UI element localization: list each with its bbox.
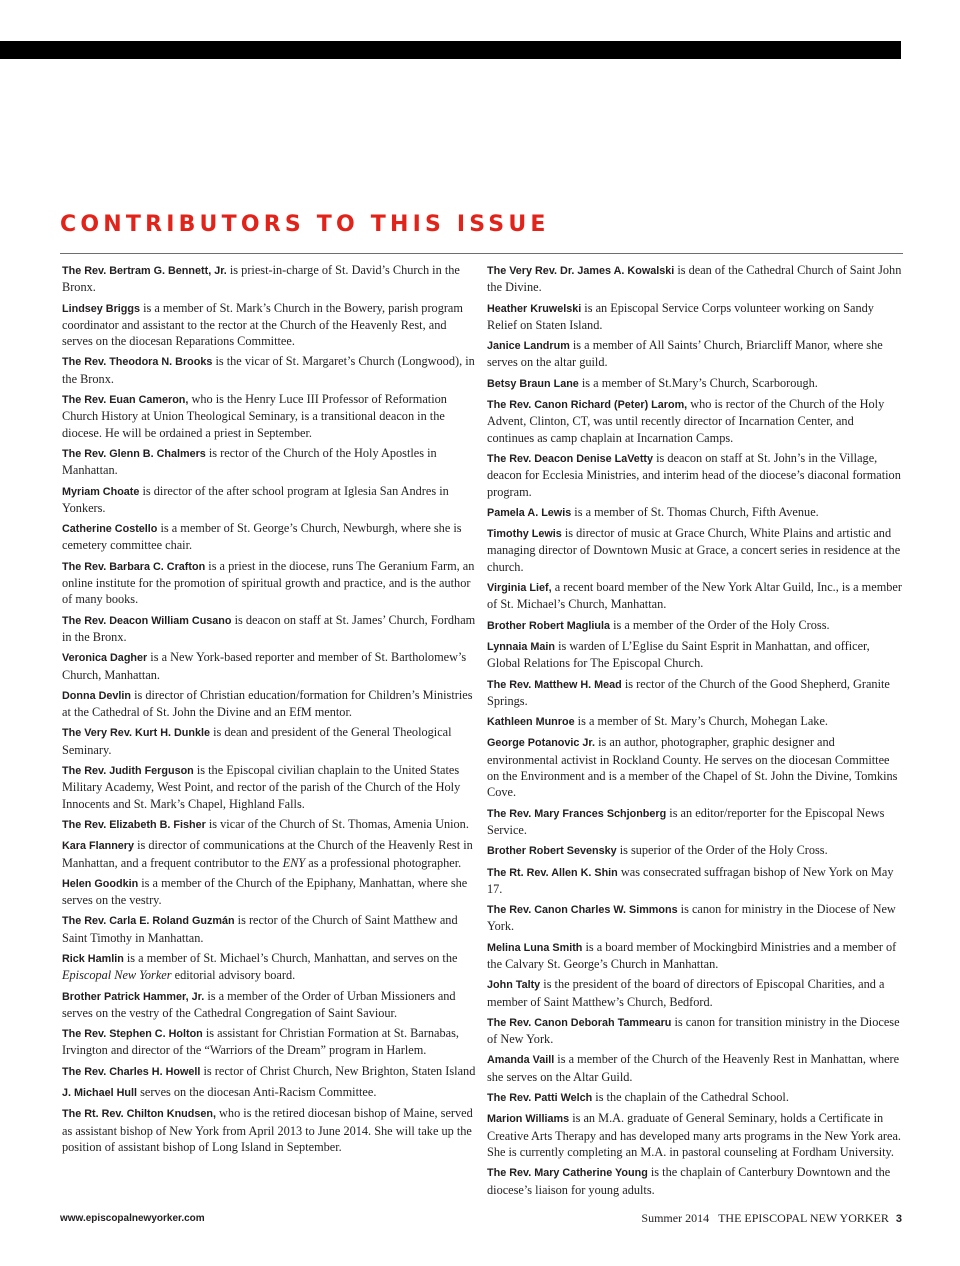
contributor-entry bbox=[487, 396, 902, 446]
contributor-name: Myriam Choate bbox=[62, 485, 140, 498]
contributor-description: who is the retired diocesan bishop of Maine, served as assistant bishop of New York from April 2013 to June 2014. She will take up the position of assistant bishop of Long Island in September. bbox=[62, 1106, 473, 1154]
top-black-bar bbox=[0, 41, 901, 59]
contributor-name: Rick Hamlin bbox=[62, 952, 124, 965]
contributor-description-continued: as a professional photographer. bbox=[308, 855, 462, 870]
contributor-entry bbox=[62, 483, 477, 517]
contributor-name: Heather Kruwelski bbox=[487, 302, 582, 315]
contributor-entry bbox=[62, 1063, 477, 1080]
contributor-entry bbox=[487, 525, 902, 575]
contributor-name: Janice Landrum bbox=[487, 340, 570, 353]
contributor-description: is the chaplain of the Cathedral School. bbox=[595, 1090, 789, 1105]
contributor-entry bbox=[487, 1089, 902, 1106]
contributor-name: Amanda Vaill bbox=[487, 1054, 555, 1067]
contributor-name: The Rev. Mary Frances Schjonberg bbox=[487, 807, 667, 820]
contributor-description: is deacon on staff at St. John’s in the Village, deacon for Ecclesia Ministries, and interim head of the diocese’s diaconal formation program. bbox=[487, 450, 901, 499]
contributor-description: is the president of the board of directors of Episcopal Charities, and a member of Saint Matthew’s Church, Bedford. bbox=[487, 977, 885, 1009]
contributor-name: The Rev. Elizabeth B. Fisher bbox=[62, 818, 206, 831]
contributor-description: is a member of the Order of the Holy Cross. bbox=[613, 617, 830, 632]
contributor-entry bbox=[62, 262, 477, 296]
footer-issue-info bbox=[641, 1211, 902, 1226]
contributor-entry bbox=[487, 1110, 902, 1160]
contributor-description: is a member of the Church of the Epiphany, Manhattan, where she serves on the vestry. bbox=[62, 875, 468, 908]
contributor-entry bbox=[487, 864, 902, 898]
contributor-description: is rector of the Church of the Holy Apostles in Manhattan. bbox=[62, 445, 437, 478]
contributor-name: The Rev. Charles H. Howell bbox=[62, 1065, 201, 1078]
contributor-name: The Rev. Stephen C. Holton bbox=[62, 1028, 203, 1041]
contributor-description: is a member of St. Michael’s Church, Manhattan, and serves on the bbox=[126, 950, 458, 965]
contributor-entry bbox=[487, 375, 902, 392]
contributor-description: is a member of All Saints’ Church, Briarcliff Manor, where she serves on the altar guild. bbox=[487, 338, 883, 370]
footer-website[interactable]: www.episcopalnewyorker.com bbox=[60, 1213, 205, 1224]
contributor-name: Catherine Costello bbox=[62, 523, 158, 536]
contributor-entry bbox=[62, 391, 477, 441]
contributor-name: The Rev. Deacon Denise LaVetty bbox=[487, 452, 654, 465]
contributor-description: is a New York-based reporter and member of St. Bartholomew’s Church, Manhattan. bbox=[62, 650, 467, 682]
contributor-name: Marion Williams bbox=[487, 1113, 570, 1126]
contributor-name: Virginia Lief, bbox=[487, 582, 552, 595]
contributor-description: is the vicar of St. Margaret’s Church (Longwood), in the Bronx. bbox=[62, 354, 475, 386]
contributor-description: is vicar of the Church of St. Thomas, Amenia Union. bbox=[208, 816, 469, 831]
contributor-name: The Very Rev. Kurt H. Dunkle bbox=[62, 727, 210, 740]
contributor-name: The Rt. Rev. Chilton Knudsen, bbox=[62, 1108, 216, 1121]
contributor-description: was consecrated suffragan bishop of New York on May 17. bbox=[487, 864, 894, 896]
heading-divider bbox=[60, 253, 903, 254]
contributor-name: The Rev. Canon Charles W. Simmons bbox=[487, 904, 678, 917]
contributor-description: is a member of the Church of the Heavenly Rest in Manhattan, where she serves on the Altar Guild. bbox=[487, 1052, 900, 1084]
contributor-name: Melina Luna Smith bbox=[487, 941, 583, 954]
contributor-name: The Rev. Carla E. Roland Guzmán bbox=[62, 915, 235, 928]
contributor-entry bbox=[62, 445, 477, 479]
contributor-description: is priest-in-charge of St. David’s Church in the Bronx. bbox=[62, 263, 460, 295]
contributor-entry bbox=[487, 734, 902, 800]
contributor-name: Brother Robert Sevensky bbox=[487, 845, 617, 858]
contributor-name: The Rev. Canon Richard (Peter) Larom, bbox=[487, 399, 688, 412]
contributor-description: is rector of the Church of Saint Matthew and Saint Timothy in Manhattan. bbox=[62, 913, 458, 945]
contributor-name: The Rev. Deacon William Cusano bbox=[62, 614, 232, 627]
contributor-description: is the Episcopal civilian chaplain to the United States Military Academy, West Point, and rector of the parish of the Church of the Holy Innocents and St. Mark’s Chapel, Highland Falls. bbox=[62, 763, 461, 811]
contributor-entry bbox=[487, 337, 902, 371]
contributor-description: is a member of St.Mary’s Church, Scarborough. bbox=[581, 375, 818, 390]
contributor-description: is deacon on staff at St. James’ Church, Fordham in the Bronx. bbox=[62, 612, 476, 644]
contributor-description: is superior of the Order of the Holy Cross. bbox=[619, 843, 828, 858]
contributor-description: is assistant for Christian Formation at St. Barnabas, Irvington and director of the “Warriors of the Dream” program in Harlem. bbox=[62, 1026, 459, 1058]
contributor-name: The Rt. Rev. Allen K. Shin bbox=[487, 866, 618, 879]
contributor-description: is a board member of Mockingbird Ministries and a member of the Calvary St. George’s Church in Manhattan. bbox=[487, 939, 897, 971]
contributor-description: who is rector of the Church of the Holy Advent, Clinton, CT, was until recently director of Incarnation Center, and continues as camp chaplain at Incarnation Camps. bbox=[487, 397, 885, 445]
contributor-description: a recent board member of the New York Altar Guild, Inc., is a member of St. Michael’s Church, Manhattan. bbox=[487, 580, 902, 612]
contributor-name: Pamela A. Lewis bbox=[487, 506, 572, 519]
contributor-description: is a member of the Order of Urban Missioners and serves on the vestry of the Cathedral Congregation of Saint Saviour. bbox=[62, 988, 456, 1020]
contributor-name: The Rev. Judith Ferguson bbox=[62, 765, 194, 778]
contributor-name: Donna Devlin bbox=[62, 689, 131, 702]
contributor-entry bbox=[62, 816, 477, 833]
contributor-entry bbox=[62, 875, 477, 909]
contributors-column-right bbox=[487, 262, 902, 1202]
contributor-entry bbox=[62, 520, 477, 554]
contributor-description: is director of communications at the Church of the Heavenly Rest in Manhattan, and a frequent contributor to the bbox=[62, 838, 473, 870]
publication-title: Episcopal New Yorker bbox=[62, 968, 172, 983]
publication-title: ENY bbox=[282, 855, 306, 870]
contributor-description: is a member of St. George’s Church, Newburgh, where she is cemetery committee chair. bbox=[62, 521, 462, 553]
contributor-name: The Rev. Theodora N. Brooks bbox=[62, 356, 213, 369]
contributor-entry bbox=[487, 1051, 902, 1085]
contributor-entry bbox=[487, 676, 902, 710]
contributor-description: is an Episcopal Service Corps volunteer working on Sandy Relief on Staten Island. bbox=[487, 300, 874, 332]
contributors-column-left bbox=[62, 262, 477, 1159]
contributor-name: Timothy Lewis bbox=[487, 528, 562, 541]
contributor-description-continued: editorial advisory board. bbox=[174, 968, 296, 983]
contributor-name: Brother Patrick Hammer, Jr. bbox=[62, 990, 205, 1003]
contributor-entry bbox=[62, 558, 477, 608]
contributor-name: The Rev. Glenn B. Chalmers bbox=[62, 447, 206, 460]
contributor-entry bbox=[487, 939, 902, 973]
contributor-description: is a member of St. Mark’s Church in the Bowery, parish program coordinator and assistant to the rector at the Church of the Heavenly Rest, and serves on the diocesan Reparations Committee. bbox=[62, 300, 463, 349]
contributor-name: The Rev. Patti Welch bbox=[487, 1092, 593, 1105]
contributor-name: The Very Rev. Dr. James A. Kowalski bbox=[487, 265, 675, 277]
contributor-entry bbox=[62, 724, 477, 758]
contributor-entry bbox=[62, 649, 477, 683]
contributor-entry bbox=[487, 617, 902, 634]
contributor-name: Kathleen Munroe bbox=[487, 716, 575, 729]
contributor-entry bbox=[487, 1164, 902, 1198]
contributor-name: The Rev. Mary Catherine Young bbox=[487, 1167, 648, 1180]
contributor-entry bbox=[487, 842, 902, 859]
contributor-description: is a member of St. Mary’s Church, Mohegan Lake. bbox=[577, 714, 828, 729]
page-title: CONTRIBUTORS TO THIS ISSUE bbox=[60, 212, 550, 237]
contributor-name: Lynnaia Main bbox=[487, 640, 555, 653]
contributor-description: is an editor/reporter for the Episcopal News Service. bbox=[487, 805, 885, 837]
contributor-description: is a member of St. Thomas Church, Fifth Avenue. bbox=[574, 504, 819, 519]
contributor-entry bbox=[487, 262, 902, 296]
contributor-entry bbox=[487, 300, 902, 334]
contributor-description: is a priest in the diocese, runs The Geranium Farm, an online institute for the promotion of spiritual growth and practice, and is the author of many books. bbox=[62, 558, 475, 607]
contributor-entry bbox=[62, 912, 477, 946]
contributor-description: who is the Henry Luce III Professor of Reformation Church History at Union Theological Seminary, is a transitional deacon in the diocese. He will be ordained a priest in September. bbox=[62, 392, 447, 440]
contributor-description: is warden of L’Eglise du Saint Esprit in Manhattan, and officer, Global Relations for The Episcopal Church. bbox=[487, 638, 870, 671]
contributor-description: serves on the diocesan Anti-Racism Committee. bbox=[140, 1085, 377, 1100]
contributor-entry bbox=[62, 687, 477, 721]
contributor-entry bbox=[487, 976, 902, 1010]
contributor-name: Helen Goodkin bbox=[62, 877, 139, 890]
contributor-description: is director of Christian education/formation for Children’s Ministries at the Cathedral of St. John the Divine and an EfM mentor. bbox=[62, 687, 473, 720]
contributor-description: is dean and president of the General Theological Seminary. bbox=[62, 725, 452, 757]
contributor-description: is director of music at Grace Church, White Plains and artistic and managing director of Downtown Music at Grace, a concert series in residence at the church. bbox=[487, 526, 901, 574]
contributor-entry bbox=[62, 762, 477, 812]
contributor-description: is canon for transition ministry in the Diocese of New York. bbox=[487, 1014, 900, 1047]
contributor-entry bbox=[62, 300, 477, 350]
page-number: 3 bbox=[895, 1213, 902, 1225]
contributor-entry bbox=[62, 353, 477, 387]
footer-issue-date: Summer 2014 bbox=[641, 1211, 710, 1225]
contributor-entry bbox=[62, 837, 477, 871]
contributor-entry bbox=[487, 579, 902, 613]
contributor-entry bbox=[62, 988, 477, 1022]
contributor-entry bbox=[487, 638, 902, 672]
contributor-name: Kara Flannery bbox=[62, 840, 135, 853]
contributor-description: is rector of the Church of the Good Shepherd, Granite Springs. bbox=[487, 676, 890, 708]
contributor-name: J. Michael Hull bbox=[62, 1087, 137, 1100]
contributor-entry bbox=[62, 1105, 477, 1155]
contributor-entry bbox=[487, 504, 902, 521]
contributor-description: is an M.A. graduate of General Seminary, holds a Certificate in Creative Arts Therapy and has developed many arts programs in the New York area. She is currently completing an M.A. in pastoral counseling at Fordham University. bbox=[487, 1111, 901, 1159]
contributor-entry bbox=[487, 450, 902, 500]
footer-publication: THE EPISCOPAL NEW YORKER bbox=[718, 1211, 889, 1225]
contributor-description: is director of the after school program at Iglesia San Andres in Yonkers. bbox=[62, 483, 449, 515]
contributor-entry bbox=[487, 713, 902, 730]
contributor-name: Lindsey Briggs bbox=[62, 302, 140, 315]
contributor-entry bbox=[62, 1084, 477, 1101]
contributor-name: The Rev. Bertram G. Bennett, Jr. bbox=[62, 265, 227, 277]
contributor-description: is dean of the Cathedral Church of Saint John the Divine. bbox=[487, 263, 902, 295]
contributor-description: is canon for ministry in the Diocese of New York. bbox=[487, 902, 896, 934]
contributor-name: The Rev. Euan Cameron, bbox=[62, 394, 189, 407]
contributor-name: John Talty bbox=[487, 979, 541, 992]
contributor-description: is the chaplain of Canterbury Downtown and the diocese’s liaison for young adults. bbox=[487, 1165, 891, 1197]
contributor-entry bbox=[62, 612, 477, 646]
contributor-name: Brother Robert Magliula bbox=[487, 619, 610, 632]
contributor-name: George Potanovic Jr. bbox=[487, 737, 596, 750]
contributor-name: Veronica Dagher bbox=[62, 652, 148, 665]
contributor-entry bbox=[487, 805, 902, 839]
contributor-description: is an author, photographer, graphic designer and environmental activist in Rockland County. He serves on the diocesan Committee on the Environment and is a member of the Chapel of St. John the Divine, Tomkins Cove. bbox=[487, 735, 898, 800]
contributor-name: The Rev. Barbara C. Crafton bbox=[62, 560, 206, 573]
contributor-entry bbox=[487, 901, 902, 935]
contributor-description: is rector of Christ Church, New Brighton, Staten Island bbox=[203, 1063, 476, 1078]
contributor-entry bbox=[62, 950, 477, 984]
contributor-name: The Rev. Matthew H. Mead bbox=[487, 678, 622, 691]
contributor-name: The Rev. Canon Deborah Tammearu bbox=[487, 1016, 672, 1029]
contributor-entry bbox=[62, 1025, 477, 1059]
contributor-name: Betsy Braun Lane bbox=[487, 377, 579, 390]
contributor-entry bbox=[487, 1014, 902, 1048]
